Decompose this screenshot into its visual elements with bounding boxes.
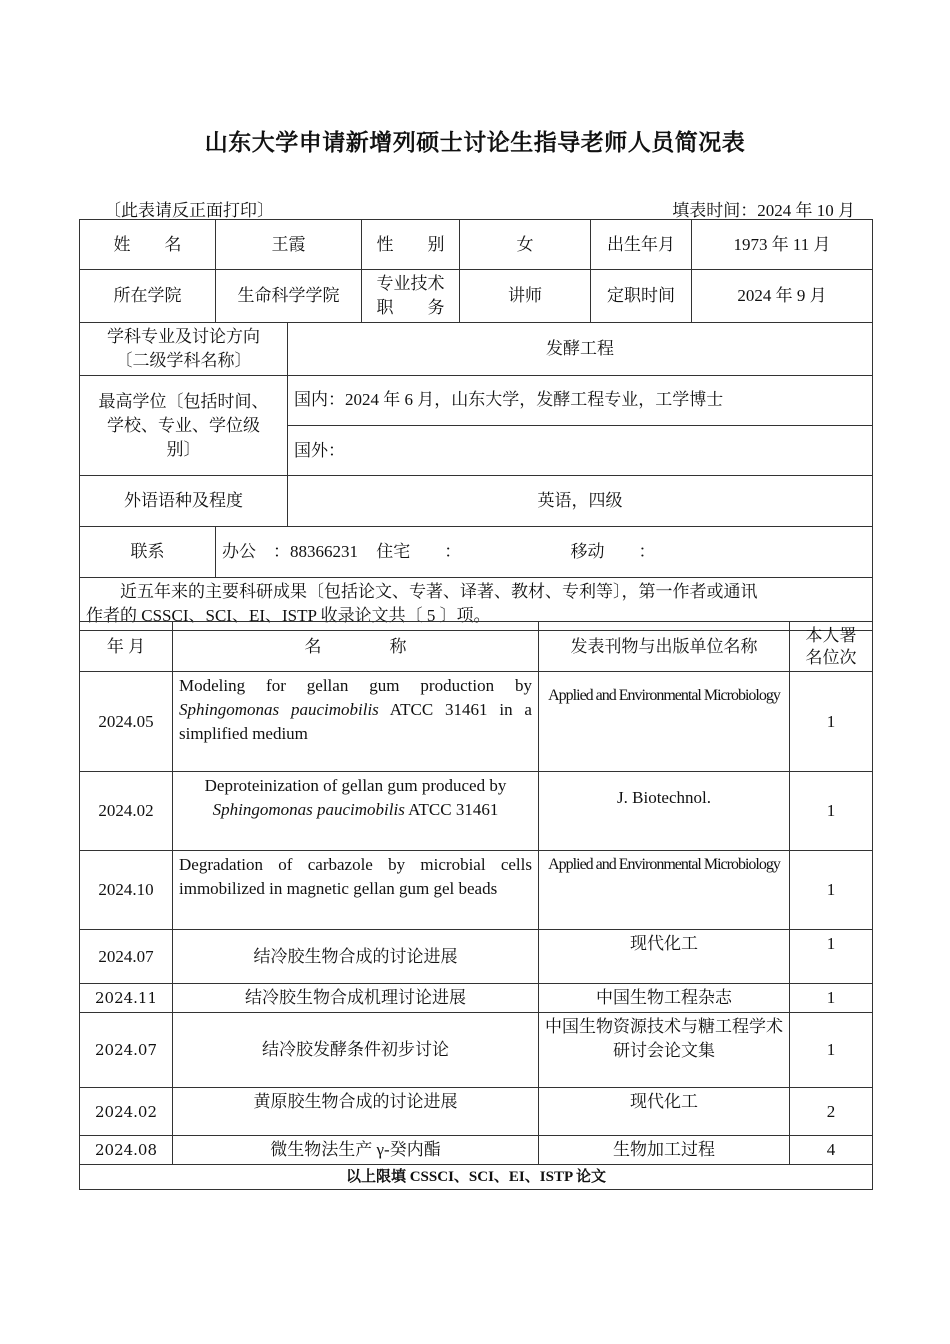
mobile-label: 移动 ：	[570, 542, 656, 561]
pub-date: 2024.08	[80, 1136, 173, 1165]
language-label: 外语语种及程度	[80, 476, 288, 527]
degree-label-2: 学校、专业、学位级	[107, 415, 260, 435]
pub-date: 2024.07	[80, 1013, 173, 1088]
page-title: 山东大学申请新增列硕士讨论生指导老师人员简况表	[204, 130, 746, 156]
degree-label	[80, 376, 288, 476]
pub-rank: 1	[790, 772, 873, 851]
title-date-value: 2024 年 9 月	[692, 270, 873, 323]
pub-date: 2024.05	[80, 672, 173, 772]
pub-date: 2024.07	[80, 930, 173, 984]
degree-label-3: 别〕	[166, 439, 201, 459]
discipline-label	[80, 323, 288, 376]
table-row	[80, 930, 873, 984]
pub-date: 2024.11	[80, 984, 173, 1013]
office-phone: 88366231	[290, 542, 358, 561]
table-row	[80, 1013, 873, 1088]
table-row	[80, 851, 873, 930]
pub-journal: 中国生物资源技术与糖工程学术研讨会论文集	[539, 1013, 790, 1088]
prof-title-label-1: 专业技术	[376, 274, 445, 293]
prof-title-label	[362, 270, 460, 323]
pub-date: 2024.02	[80, 772, 173, 851]
pub-name: 黄原胶生物合成的讨论进展	[173, 1088, 539, 1136]
publications-table	[79, 621, 873, 1190]
header-date: 年 月	[80, 622, 173, 672]
table-row	[80, 672, 873, 772]
pub-rank: 2	[790, 1088, 873, 1136]
discipline-value: 发酵工程	[288, 323, 873, 376]
name-label: 姓 名	[80, 220, 216, 270]
table-row	[80, 984, 873, 1013]
birth-label: 出生年月	[591, 220, 692, 270]
pub-date: 2024.10	[80, 851, 173, 930]
table-footer-note: 以上限填 CSSCI、SCI、EI、ISTP 论文	[80, 1165, 873, 1190]
pub-name: Deproteinization of gellan gum produced by Sphingomonas paucimobilis ATCC 31461	[173, 772, 539, 851]
research-intro-1: 近五年来的主要科研成果〔包括论文、专著、译著、教材、专利等〕，第一作者或通讯	[120, 582, 758, 601]
header-rank-2: 名位次	[805, 647, 857, 667]
name-value: 王霞	[216, 220, 362, 270]
pub-name: Degradation of carbazole by microbial cells immobilized in magnetic gellan gum gel beads	[173, 851, 539, 930]
home-label: 住宅 ：	[376, 542, 462, 561]
prof-title-label-2: 职 务	[376, 298, 445, 317]
header-journal: 发表刊物与出版单位名称	[539, 622, 790, 672]
pub-name: 微生物法生产 γ-癸内酯	[173, 1136, 539, 1165]
pub-rank: 1	[790, 1013, 873, 1088]
title-date-label: 定职时间	[591, 270, 692, 323]
pub-journal: J. Biotechnol.	[539, 772, 790, 851]
birth-value: 1973 年 11 月	[692, 220, 873, 270]
pub-journal: Applied and Environmental Microbiology	[539, 851, 790, 930]
pub-rank: 1	[790, 672, 873, 772]
header-rank-1: 本人署	[805, 625, 857, 645]
pub-journal: Applied and Environmental Microbiology	[539, 672, 790, 772]
pub-rank: 1	[790, 851, 873, 930]
pub-name: Modeling for gellan gum production by Sphingomonas paucimobilis ATCC 31461 in a simplified medium	[173, 672, 539, 772]
pub-name: 结冷胶发酵条件初步讨论	[173, 1013, 539, 1088]
table-row	[80, 1136, 873, 1165]
pub-name: 结冷胶生物合成机理讨论进展	[173, 984, 539, 1013]
office-label: 办公 ：	[222, 542, 290, 561]
pub-name: 结冷胶生物合成的讨论进展	[173, 930, 539, 984]
degree-abroad: 国外：	[288, 426, 873, 476]
contact-label: 联系	[80, 527, 216, 578]
college-label: 所在学院	[80, 270, 216, 323]
table-row	[80, 1088, 873, 1136]
info-table	[79, 219, 873, 631]
table-row	[80, 772, 873, 851]
pub-rank: 1	[790, 984, 873, 1013]
degree-label-1: 最高学位〔包括时间、	[98, 391, 269, 411]
degree-domestic: 国内：2024 年 6 月，山东大学，发酵工程专业，工学博士	[288, 376, 873, 426]
discipline-label-2: 〔二级学科名称〕	[115, 351, 252, 370]
pub-rank: 4	[790, 1136, 873, 1165]
fill-time: 填表时间：2024 年 10 月	[672, 201, 855, 220]
pub-rank: 1	[790, 930, 873, 984]
pub-journal: 现代化工	[539, 930, 790, 984]
language-value: 英语，四级	[288, 476, 873, 527]
pub-journal: 现代化工	[539, 1088, 790, 1136]
pub-journal: 中国生物工程杂志	[539, 984, 790, 1013]
print-note: 〔此表请反正面打印〕	[104, 201, 274, 220]
college-value: 生命科学学院	[216, 270, 362, 323]
pub-journal: 生物加工过程	[539, 1136, 790, 1165]
header-rank	[790, 622, 873, 672]
prof-title-value: 讲师	[460, 270, 591, 323]
pub-date: 2024.02	[80, 1088, 173, 1136]
discipline-label-1: 学科专业及讨论方向	[107, 327, 260, 346]
gender-value: 女	[460, 220, 591, 270]
header-name: 名 称	[173, 622, 539, 672]
research-intro-2: 作者的 CSSCI、SCI、EI、ISTP 收录论文共〔 5 〕项。	[86, 606, 491, 625]
gender-label: 性 别	[362, 220, 460, 270]
contact-info	[216, 527, 873, 578]
